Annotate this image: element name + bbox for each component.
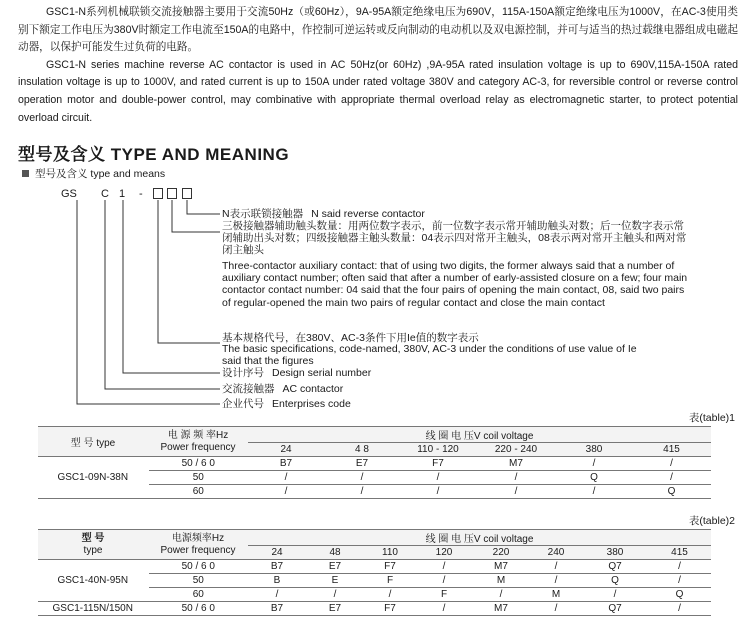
table2-cell: Q <box>582 574 648 588</box>
table2-cell: Q7 <box>582 560 648 574</box>
table1-cell: F7 <box>400 457 476 471</box>
table-row <box>38 560 711 574</box>
table1-voltage: 24 <box>248 443 324 457</box>
code-dash: - <box>139 188 143 200</box>
table2-cell: E7 <box>306 602 364 616</box>
table1 <box>38 426 711 499</box>
legend-basic-en: The basic specifications, code-named, 380V, AC-3 under the conditions of use value of Ie said that the figures <box>222 343 637 368</box>
table1-freq: 50 <box>148 471 248 485</box>
table2-cell: / <box>648 602 711 616</box>
table-row <box>38 602 711 616</box>
table2-cell: E <box>306 574 364 588</box>
table2-model: GSC1-115N/150N <box>38 602 148 616</box>
table1-cell: B7 <box>248 457 324 471</box>
table2-cell: / <box>472 588 530 602</box>
table2-cell: E7 <box>306 560 364 574</box>
table2-freq: 60 <box>148 588 248 602</box>
code-gs: GS <box>61 188 77 200</box>
table2-voltage: 380 <box>582 546 648 560</box>
table1-cell: / <box>248 485 324 499</box>
table2-freq: 50 / 6 0 <box>148 602 248 616</box>
table1-cell: / <box>632 471 711 485</box>
table1-voltage: 110 - 120 <box>400 443 476 457</box>
table2-cell: M7 <box>472 560 530 574</box>
table1-header-model: 型 号 type <box>38 427 148 457</box>
table2-cell: / <box>648 560 711 574</box>
section-title: 型号及含义 TYPE AND MEANING <box>18 145 290 164</box>
legend-aux-zh: 三极接触器辅助触头数量：用两位数字表示，前一位数字表示常开辅助触头对数；后一位数字表示常闭辅助出头对数；四级接触器主触头数量：04表示四对常开主触头，08表示两对常开主触头和两对常闭主触头 <box>222 220 687 257</box>
table2 <box>38 529 711 616</box>
table2-cell: M <box>530 588 582 602</box>
table2-cell: B7 <box>248 602 306 616</box>
table2-header-freq: 电源频率Hz Power frequency <box>148 530 248 560</box>
table1-cell: Q <box>556 471 632 485</box>
code-box-spec <box>153 188 163 199</box>
section-subtitle: 型号及含义 type and means <box>22 166 165 181</box>
legend-ac: 交流接触器 AC contactor <box>222 383 344 395</box>
table2-cell: F <box>364 574 416 588</box>
table2-header-coil: 线 圈 电 压V coil voltage <box>248 530 711 546</box>
table1-cell: / <box>400 471 476 485</box>
code-c: C <box>101 188 109 200</box>
table1-cell: / <box>248 471 324 485</box>
bullet-square-icon <box>22 170 29 177</box>
intro-zh: GSC1-N系列机械联锁交流接触器主要用于交流50Hz（或60Hz），9A-95A额定绝缘电压为690V，115A-150A额定绝缘电压为1000V，在AC-3使用类别下额定工作电压为380V时额定工作电流至150A的电路中，作控制可逆运转或反向制动的电动机以及双电源控制，并可与适当的热过载继电器组成电磁起动器，以保护可能发生过负荷的电路。 <box>18 6 738 54</box>
table2-cell: / <box>416 602 472 616</box>
table1-model: GSC1-09N-38N <box>38 457 148 499</box>
table1-caption: 表(table)1 <box>688 412 735 424</box>
table1-cell: / <box>324 485 400 499</box>
table2-cell: B7 <box>248 560 306 574</box>
table2-header-model: 型 号 type <box>38 530 148 560</box>
table2-voltage: 120 <box>416 546 472 560</box>
table2-cell: B <box>248 574 306 588</box>
code-box-aux <box>167 188 177 199</box>
table1-cell: / <box>556 485 632 499</box>
table2-cell: / <box>530 574 582 588</box>
table1-freq: 50 / 6 0 <box>148 457 248 471</box>
table1-freq: 60 <box>148 485 248 499</box>
code-box-n <box>182 188 192 199</box>
legend-enterprise: 企业代号 Enterprises code <box>222 398 351 410</box>
intro-text <box>18 4 738 127</box>
table1-header-freq: 电 源 频 率Hz Power frequency <box>148 427 248 457</box>
table2-cell: Q <box>648 588 711 602</box>
table2-cell: / <box>530 602 582 616</box>
table2-freq: 50 <box>148 574 248 588</box>
table1-voltage: 380 <box>556 443 632 457</box>
table1-voltage: 415 <box>632 443 711 457</box>
table2-cell: / <box>530 560 582 574</box>
legend-basic-zh: 基本规格代号，在380V、AC-3条件下用Ie值的数字表示 <box>222 332 479 344</box>
table1-cell: M7 <box>476 457 556 471</box>
table1-cell: / <box>476 485 556 499</box>
table2-cell: F <box>416 588 472 602</box>
table2-voltage: 240 <box>530 546 582 560</box>
table2-cell: / <box>582 588 648 602</box>
table2-cell: / <box>648 574 711 588</box>
table1-cell: / <box>556 457 632 471</box>
table1-cell: E7 <box>324 457 400 471</box>
table2-voltage: 110 <box>364 546 416 560</box>
intro-en: GSC1-N series machine reverse AC contactor is used in AC 50Hz(or 60Hz) ,9A-95A rated insulation voltage is up to 690V,115A-150A rated insulation voltage is up to 1000V, and rated current is up to 150A under rated voltage 380V and category AC-3, for reversible control or reverse control operation motor and double-power control, may combinative with appropriate thermal overload relay as electromagnetic starter, to protect potential overload circuit. <box>18 58 738 124</box>
table2-cell: / <box>364 588 416 602</box>
legend-n: N表示联锁接触器 N said reverse contactor <box>222 208 425 220</box>
table2-cell: / <box>416 574 472 588</box>
table1-cell: / <box>632 457 711 471</box>
legend-aux-en: Three-contactor auxiliary contact: that of using two digits, the former always said that a number of auxiliary contact number; often said that after a number of early-assisted closure on a few; four main contactor contact number: 04 said that the four pairs of opening the main contact, 08, said two pairs of regular-opened the main two pairs of regular contact and close the main contact <box>222 260 688 309</box>
table2-cell: M <box>472 574 530 588</box>
table2-cell: / <box>416 560 472 574</box>
table1-header-coil: 线 圈 电 压V coil voltage <box>248 427 711 443</box>
table2-caption: 表(table)2 <box>688 515 735 527</box>
table2-voltage: 415 <box>648 546 711 560</box>
table1-voltage: 220 - 240 <box>476 443 556 457</box>
table2-cell: / <box>248 588 306 602</box>
table2-cell: / <box>306 588 364 602</box>
table2-cell: Q7 <box>582 602 648 616</box>
table1-cell: / <box>324 471 400 485</box>
code-1: 1 <box>119 188 126 200</box>
table2-voltage: 48 <box>306 546 364 560</box>
legend-serial: 设计序号 Design serial number <box>222 367 372 379</box>
table1-voltage: 4 8 <box>324 443 400 457</box>
table2-cell: F7 <box>364 560 416 574</box>
table2-model: GSC1-40N-95N <box>38 560 148 602</box>
table2-voltage: 24 <box>248 546 306 560</box>
table2-cell: F7 <box>364 602 416 616</box>
table2-freq: 50 / 6 0 <box>148 560 248 574</box>
table1-cell: / <box>400 485 476 499</box>
table1-cell: / <box>476 471 556 485</box>
table-row <box>38 457 711 471</box>
table2-voltage: 220 <box>472 546 530 560</box>
table1-cell: Q <box>632 485 711 499</box>
table2-cell: M7 <box>472 602 530 616</box>
